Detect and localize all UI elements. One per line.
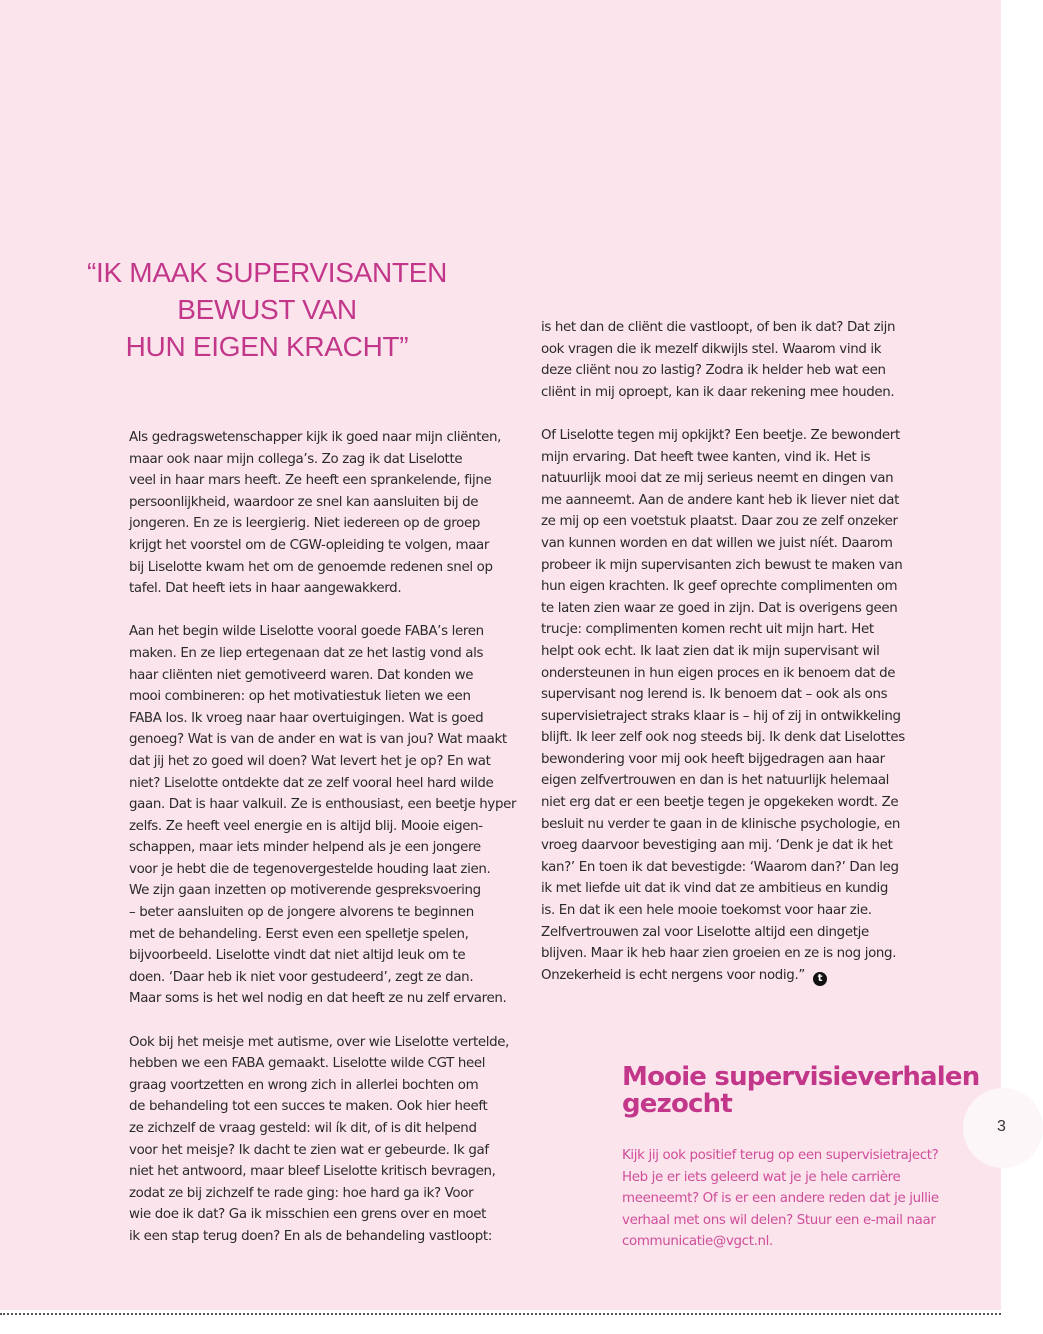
text-line: trucje: complimenten komen recht uit mijn hart. Het <box>541 622 874 638</box>
paragraph <box>129 1032 514 1248</box>
text-line: ondersteunen in hun eigen proces en ik benoem dat de <box>541 665 896 681</box>
text-line: wie doe ik dat? Ga ik misschien een grens over en moet <box>129 1207 487 1223</box>
text-line: genoeg? Wat is van de ander en wat is van jou? Wat maakt <box>129 732 507 748</box>
text-line: is. En dat ik een hele mooie toekomst voor haar zie. <box>541 903 872 919</box>
paragraph <box>129 621 517 1010</box>
text-line: meeneemt? Of is er een andere reden dat je jullie <box>622 1191 939 1207</box>
text-line: deze cliënt nou zo lastig? Zodra ik helder heb wat een <box>541 363 886 379</box>
text-line: Ook bij het meisje met autisme, over wie Liselotte vertelde, <box>129 1034 510 1050</box>
pull-quote-headline <box>82 254 452 365</box>
text-line: hun eigen krachten. Ik geef oprechte complimenten om <box>541 579 898 595</box>
text-line: niet? Liselotte ontdekte dat ze zelf vooral heel hard wilde <box>129 775 494 791</box>
text-line: Heb je er iets geleerd wat je je hele carrière <box>622 1169 901 1185</box>
text-line: supervisant nog lerend is. Ik benoem dat – ook als ons <box>541 687 888 703</box>
text-line: mijn ervaring. Dat heeft twee kanten, vind ik. Het is <box>541 449 871 465</box>
text-line: ik een stap terug doen? En als de behandeling vastloopt: <box>129 1228 492 1244</box>
text-line: bewondering voor mij ook heeft bijgedragen aan haar <box>541 751 885 767</box>
text-line: maken. En ze liep ertegenaan dat ze het lastig vond als <box>129 645 484 661</box>
text-line: Kijk jij ook positief terug op een supervisietraject? <box>622 1148 939 1163</box>
text-line: ik met liefde uit dat ik vind dat ze ambitieus en kundig <box>541 881 889 897</box>
page-number-badge <box>963 1088 1043 1168</box>
text-line: vroeg daarvoor bevestiging aan mij. ‘Denk je dat ik het <box>541 838 893 854</box>
paragraph <box>541 317 926 403</box>
text-line: veel in haar mars heeft. Ze heeft een sprankelende, fijne <box>129 473 492 489</box>
right-column <box>541 317 926 1008</box>
text-line: helpt ook echt. Ik laat zien dat ik mijn supervisant wil <box>541 643 880 659</box>
text-line: van kunnen worden en dat willen we juist níét. Daarom <box>541 535 893 551</box>
text-line: cliënt in mij oproept, kan ik daar rekening mee houden. <box>541 384 895 400</box>
email-link[interactable]: communicatie@vgct.nl. <box>622 1234 773 1250</box>
text-line <box>541 965 926 987</box>
text-line: graag voortzetten en wrong zich in allerlei bochten om <box>129 1077 479 1093</box>
call-box-title-line: gezocht <box>622 1089 732 1119</box>
text-line: persoonlijkheid, waardoor ze snel kan aansluiten bij de <box>129 494 479 510</box>
text-line: Zelfvertrouwen zal voor Liselotte altijd een dingetje <box>541 924 869 940</box>
text-line: dat jij het zo goed wil doen? Wat levert het je op? En wat <box>129 753 491 769</box>
left-column <box>129 427 517 1269</box>
text-line: niet het antwoord, maar bleef Liselotte kritisch bevragen, <box>129 1164 496 1180</box>
text-line: zelfs. Ze heeft veel energie en is altijd blij. Mooie eigen- <box>129 818 483 834</box>
text-line: bijvoorbeeld. Liselotte vindt dat niet altijd leuk om te <box>129 948 466 964</box>
call-box-title-line: Mooie supervisieverhalen <box>622 1062 980 1092</box>
text-line: me aanneemt. Aan de andere kant heb ik liever niet dat <box>541 492 899 508</box>
headline-line: “IK MAAK SUPERVISANTEN <box>86 257 448 288</box>
text-line: FABA los. Ik vroeg naar haar overtuigingen. Wat is goed <box>129 710 484 726</box>
text-line: gaan. Dat is haar valkuil. Ze is enthousiast, een beetje hyper <box>129 797 517 813</box>
text-line: blijven. Maar ik heb haar zien groeien en ze is nog jong. <box>541 946 897 962</box>
text-line: Of Liselotte tegen mij opkijkt? Een beetje. Ze bewondert <box>541 427 900 443</box>
text-line: natuurlijk mooi dat ze mij serieus neemt en dingen van <box>541 471 894 487</box>
text-line: ze mij op een voetstuk plaatst. Daar zou ze zelf onzeker <box>541 514 898 530</box>
text-line: We zijn gaan inzetten op motiverende gespreksvoering <box>129 883 481 899</box>
text-line: probeer ik mijn supervisanten zich bewust te maken van <box>541 557 903 573</box>
text-line: voor het meisje? Ik dacht te zien wat er gebeurde. Ik gaf <box>129 1142 489 1158</box>
text-line: hebben we een FABA gemaakt. Liselotte wilde CGT heel <box>129 1056 486 1072</box>
call-box-title <box>622 1064 1002 1118</box>
text-line: zodat ze bij zichzelf te rade ging: hoe hard ga ik? Voor <box>129 1185 474 1201</box>
headline-line: BEWUST VAN <box>177 294 357 325</box>
text-line: jongeren. En ze is leergierig. Niet iedereen op de groep <box>129 516 481 532</box>
text-line: schappen, maar iets minder helpend als je een jongere <box>129 840 481 856</box>
text-line: Maar soms is het wel nodig en dat heeft ze nu zelf ervaren. <box>129 991 507 1007</box>
text-line: Als gedragswetenschapper kijk ik goed naar mijn cliënten, <box>129 430 502 445</box>
paragraph <box>129 427 514 600</box>
text-line: tafel. Dat heeft iets in haar aangewakkerd. <box>129 581 402 597</box>
text-line: blijft. Ik leer zelf ook nog steeds bij. Ik denk dat Liselottes <box>541 730 905 746</box>
text-line: ook vragen die ik mezelf dikwijls stel. Waarom vind ik <box>541 341 882 357</box>
text-line: eigen zelfvertrouwen en dan is het natuurlijk helemaal <box>541 773 890 789</box>
closing-text: Onzekerheid is echt nergens voor nodig.” <box>541 967 805 983</box>
text-line: ze zichzelf de vraag gesteld: wil ík dit, of is dit helpend <box>129 1121 477 1136</box>
text-line: bij Liselotte kwam het om de genoemde redenen snel op <box>129 559 493 575</box>
text-line: maar ook naar mijn collega’s. Zo zag ik dat Liselotte <box>129 451 463 467</box>
page-number: 3 <box>997 1118 1006 1135</box>
text-line: kan?’ En toen ik dat bevestigde: ‘Waarom dan?’ Dan leg <box>541 859 899 875</box>
text-line: te laten zien waar ze goed in zijn. Dat is overigens geen <box>541 600 898 616</box>
call-box-text <box>622 1145 972 1253</box>
text-line: is het dan de cliënt die vastloopt, of ben ik dat? Dat zijn <box>541 320 896 335</box>
text-line: haar cliënten niet gemotiveerd waren. Dat konden we <box>129 667 474 683</box>
paragraph <box>541 425 926 986</box>
text-line: besluit nu verder te gaan in de klinische psychologie, en <box>541 816 900 832</box>
page-edge-dotted-line <box>0 1313 1001 1315</box>
text-line: mooi combineren: op het motivatiestuk lieten we een <box>129 689 471 705</box>
text-line: de behandeling tot een succes te maken. Ook hier heeft <box>129 1099 488 1115</box>
text-line: – beter aansluiten op de jongere alvorens te beginnen <box>129 905 474 921</box>
text-line: krijgt het voorstel om de CGW-opleiding te volgen, maar <box>129 537 490 553</box>
text-line: supervisietraject straks klaar is – hij of zij in ontwikkeling <box>541 708 901 724</box>
text-line: niet erg dat er een beetje tegen je opgekeken wordt. Ze <box>541 795 899 811</box>
text-line: doen. ‘Daar heb ik niet voor gestudeerd’, zegt ze dan. <box>129 969 474 985</box>
text-line: verhaal met ons wil delen? Stuur een e-mail naar <box>622 1212 936 1228</box>
text-line: met de behandeling. Eerst even een spelletje spelen, <box>129 926 469 942</box>
text-line: voor je hebt die de tegenovergestelde houding laat zien. <box>129 861 491 877</box>
headline-line: HUN EIGEN KRACHT” <box>125 331 409 362</box>
article-end-icon: t <box>813 972 827 986</box>
text-line: Aan het begin wilde Liselotte vooral goede FABA’s leren <box>129 624 484 640</box>
